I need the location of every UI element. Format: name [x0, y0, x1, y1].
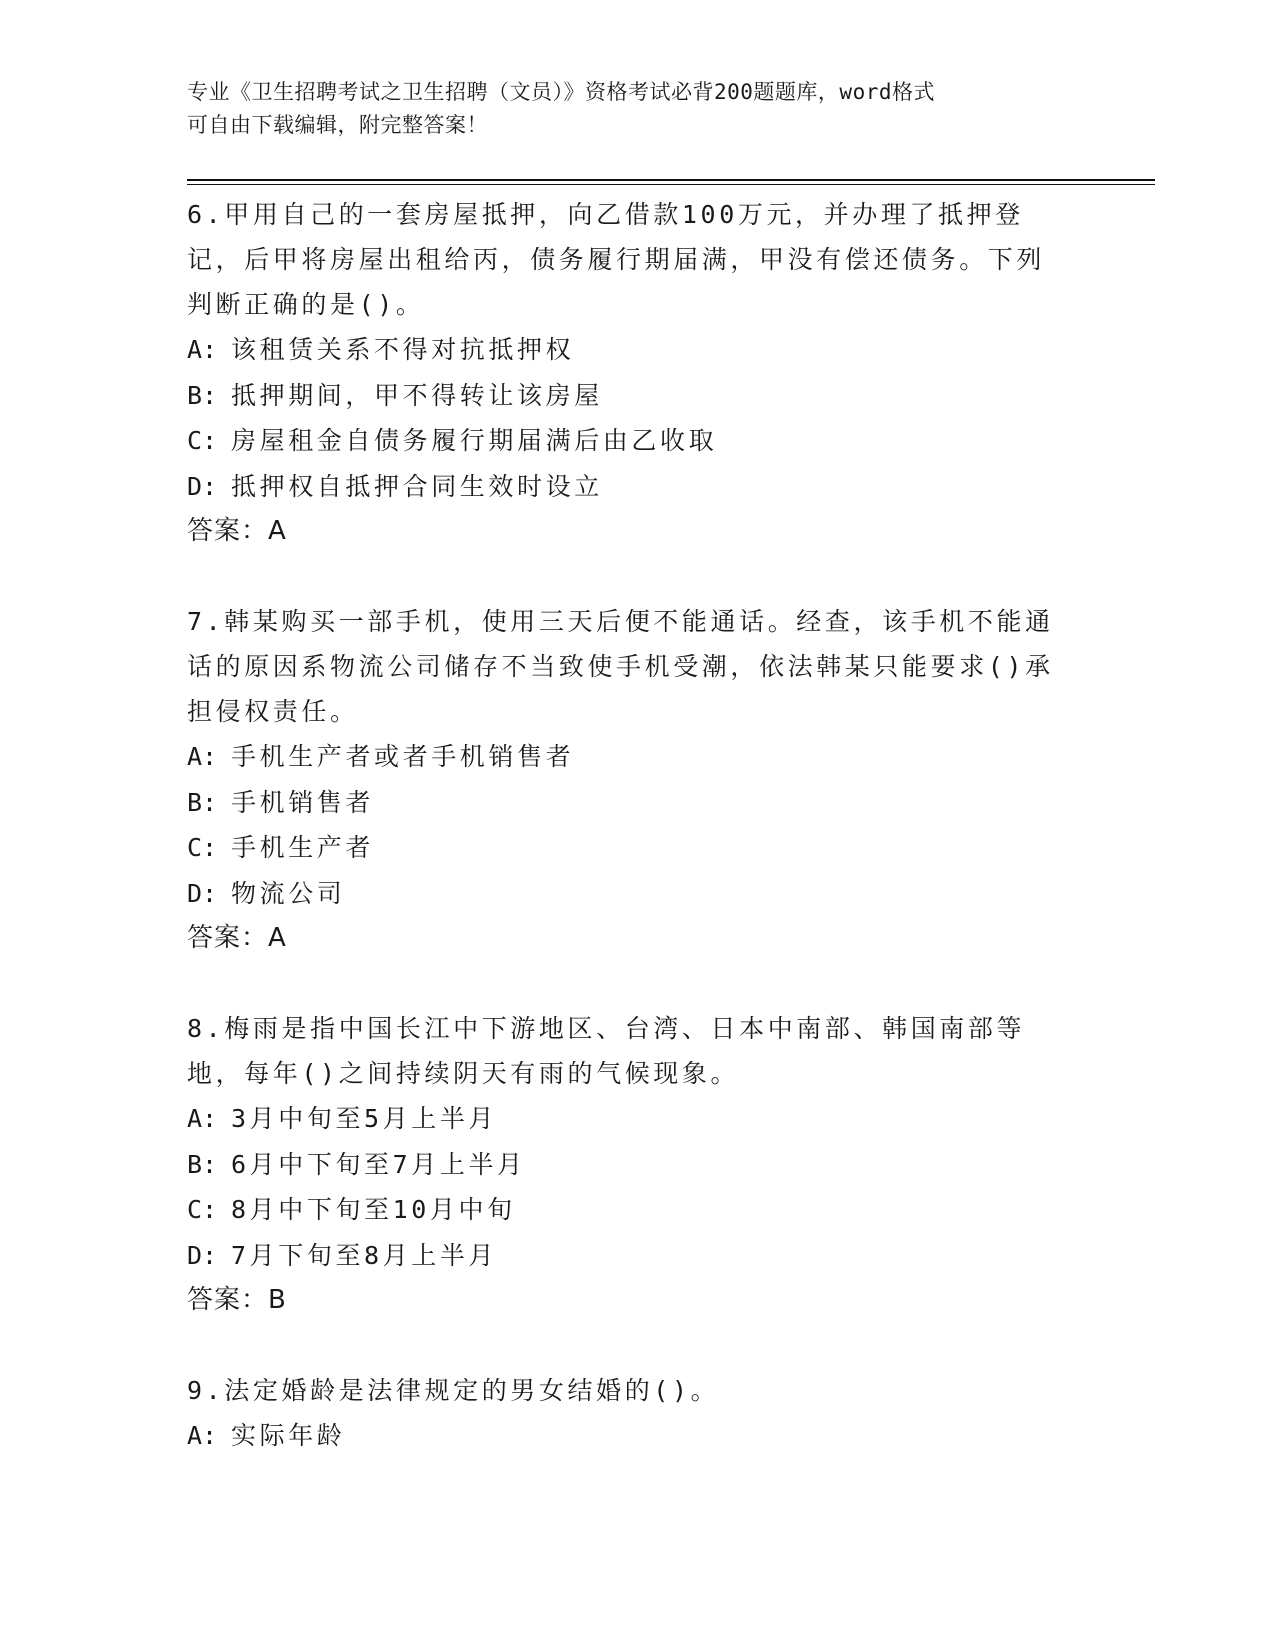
header-title-line-2: 可自由下载编辑，附完整答案！: [187, 113, 488, 137]
question-stem: 6.甲用自己的一套房屋抵押，向乙借款100万元，并办理了抵押登记，后甲将房屋出租给丙，债务履行期届满，甲没有偿还债务。下列判断正确的是()。: [187, 200, 1046, 319]
option-text: 8月中下旬至10月中旬: [231, 1195, 516, 1224]
question-list: [187, 192, 1057, 1459]
question-stem: 9.法定婚龄是法律规定的男女结婚的()。: [187, 1376, 720, 1405]
option-d: [187, 1233, 1057, 1279]
document-header: [187, 76, 1067, 142]
option-text: 该租赁关系不得对抗抵押权: [231, 335, 575, 364]
option-key: B:: [187, 787, 218, 817]
option-key: C:: [187, 1195, 218, 1224]
spacer: [187, 961, 1057, 1006]
option-text: 抵押期间，甲不得转让该房屋: [231, 380, 603, 410]
option-text: 3月中旬至5月上半月: [231, 1104, 498, 1133]
option-b: [187, 1142, 1057, 1188]
question-stem: 7.韩某购买一部手机，使用三天后便不能通话。经查，该手机不能通话的原因系物流公司储存不当致使手机受潮，依法韩某只能要求()承担侵权责任。: [187, 607, 1054, 726]
option-key: D:: [187, 878, 218, 908]
option-d: [187, 464, 1057, 510]
option-text: 6月中下旬至7月上半月: [231, 1149, 526, 1179]
option-key: D:: [187, 471, 218, 501]
option-b: [187, 373, 1057, 419]
option-c: [187, 825, 1057, 871]
option-a: [187, 1413, 1057, 1459]
option-key: A:: [187, 742, 218, 771]
option-a: [187, 734, 1057, 780]
spacer: [187, 1323, 1057, 1368]
option-text: 手机生产者或者手机销售者: [231, 742, 575, 771]
answer-label: 答案：B: [187, 1285, 287, 1315]
header-title-line-1: 专业《卫生招聘考试之卫生招聘（文员）》资格考试必背200题题库，word格式: [187, 80, 935, 104]
option-key: C:: [187, 426, 218, 455]
option-key: B:: [187, 380, 218, 410]
option-text: 物流公司: [231, 878, 346, 908]
header-divider-thin: [187, 184, 1155, 185]
question-7: [187, 599, 1057, 961]
header-divider-thick: [187, 179, 1155, 181]
option-text: 抵押权自抵押合同生效时设立: [231, 471, 603, 501]
question-9: [187, 1368, 1057, 1459]
spacer: [187, 554, 1057, 599]
question-stem: 8.梅雨是指中国长江中下游地区、台湾、日本中南部、韩国南部等地，每年()之间持续阴天有雨的气候现象。: [187, 1014, 1026, 1088]
option-key: A:: [187, 1104, 218, 1133]
option-a: [187, 1096, 1057, 1142]
option-key: C:: [187, 833, 218, 862]
option-d: [187, 871, 1057, 917]
option-key: A:: [187, 335, 218, 364]
option-text: 手机销售者: [231, 787, 375, 817]
option-key: B:: [187, 1149, 218, 1179]
question-8: [187, 1006, 1057, 1323]
question-6: [187, 192, 1057, 554]
answer-label: 答案：A: [187, 516, 287, 546]
option-key: A:: [187, 1421, 218, 1450]
option-c: [187, 418, 1057, 464]
answer-label: 答案：A: [187, 923, 287, 953]
option-text: 7月下旬至8月上半月: [231, 1240, 498, 1270]
option-b: [187, 780, 1057, 826]
option-text: 实际年龄: [231, 1421, 346, 1450]
option-a: [187, 327, 1057, 373]
option-c: [187, 1187, 1057, 1233]
option-text: 手机生产者: [231, 833, 375, 862]
option-key: D:: [187, 1240, 218, 1270]
option-text: 房屋租金自债务履行期届满后由乙收取: [231, 426, 718, 455]
